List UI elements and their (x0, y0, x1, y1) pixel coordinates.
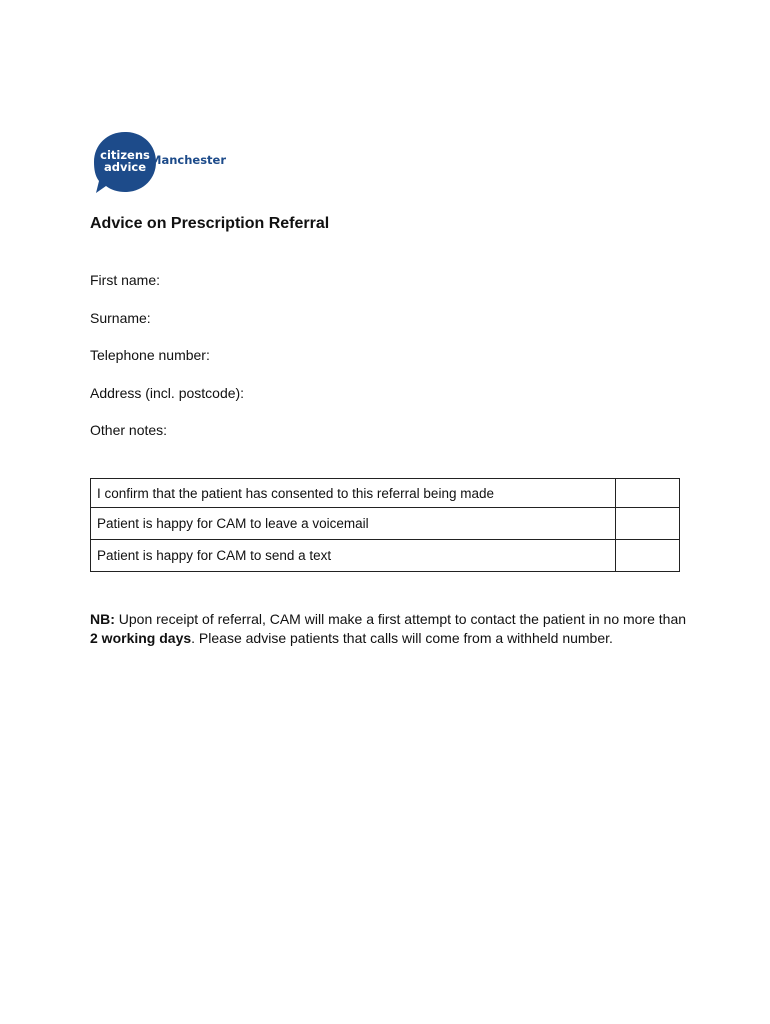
logo-region-manchester: Manchester (150, 153, 227, 167)
note-text-before: Upon receipt of referral, CAM will make a first attempt to contact the patient in no more than (114, 611, 687, 627)
consent-checkbox-cell[interactable] (616, 479, 680, 508)
logo-word-advice: advice (103, 160, 147, 174)
logo-word-citizens: citizens (100, 148, 150, 162)
text-row-text: Patient is happy for CAM to send a text (91, 540, 616, 572)
note-emphasis: 2 working days (90, 630, 192, 646)
referral-note (90, 610, 690, 648)
consent-table (90, 478, 680, 572)
voicemail-checkbox-cell[interactable] (616, 508, 680, 540)
voicemail-row-text: Patient is happy for CAM to leave a voicemail (91, 508, 616, 540)
citizens-advice-logo (92, 130, 227, 192)
form-title: Advice on Prescription Referral (90, 215, 330, 232)
table-row (91, 508, 680, 540)
field-other-notes-label: Other notes: (90, 422, 168, 438)
text-checkbox-cell[interactable] (616, 540, 680, 572)
consent-row-text: I confirm that the patient has consented to this referral being made (91, 479, 616, 508)
note-label: NB: (90, 611, 115, 627)
table-row (91, 540, 680, 572)
field-address-label: Address (incl. postcode): (90, 385, 245, 401)
field-surname-label: Surname: (90, 310, 151, 326)
note-text-after: . Please advise patients that calls will come from a withheld number. (191, 630, 613, 646)
logo-speech-bubble-icon (92, 130, 158, 192)
table-row (91, 479, 680, 508)
field-telephone-label: Telephone number: (90, 347, 210, 363)
field-first-name-label: First name: (90, 272, 161, 288)
